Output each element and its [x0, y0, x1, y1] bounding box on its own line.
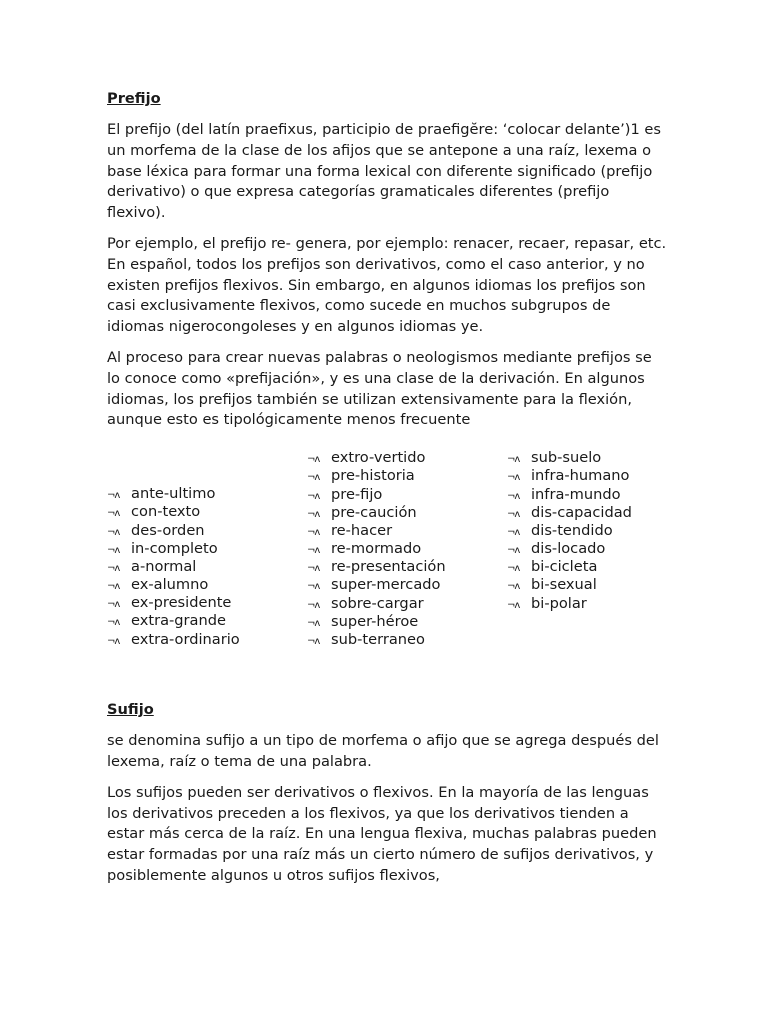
list-item: [507, 486, 632, 504]
list-item: [307, 558, 446, 576]
bullet-icon: ¬ʌ: [507, 490, 520, 502]
list-item-label: extra-grande: [131, 612, 226, 630]
bullet-icon: ¬ʌ: [507, 508, 520, 520]
bullet-icon: ¬ʌ: [507, 599, 520, 611]
list-item-label: super-héroe: [331, 612, 419, 630]
bullet-icon: ¬ʌ: [507, 581, 520, 593]
bullet-icon: ¬ʌ: [107, 599, 120, 611]
list-item-label: sobre-cargar: [331, 594, 424, 612]
list-item: [507, 522, 632, 540]
list-item-label: sub-suelo: [531, 449, 602, 467]
list-item: [107, 576, 240, 594]
list-item-label: sub-terraneo: [331, 631, 425, 649]
list-item: [307, 595, 446, 613]
list-item-label: re-presentación: [331, 558, 446, 576]
list-item-label: dis-capacidad: [531, 503, 632, 521]
list-item-label: ex-presidente: [131, 594, 232, 612]
bullet-icon: ¬ʌ: [507, 563, 520, 575]
list-item-label: bi-cicleta: [531, 558, 598, 576]
list-item-label: ex-alumno: [131, 576, 209, 594]
prefix-column-3: [507, 449, 632, 613]
list-item: [107, 558, 240, 576]
list-item: [107, 503, 240, 521]
bullet-icon: ¬ʌ: [307, 490, 320, 502]
sufijo-heading: Sufijo: [107, 701, 154, 719]
bullet-icon: ¬ʌ: [307, 599, 320, 611]
list-item: [107, 485, 240, 503]
bullet-icon: ¬ʌ: [307, 636, 320, 648]
list-item-label: extro-vertido: [331, 449, 426, 467]
list-item-label: des-orden: [131, 521, 205, 539]
list-item: [107, 631, 240, 649]
list-item: [307, 486, 446, 504]
bullet-icon: ¬ʌ: [107, 526, 120, 538]
list-item: [307, 576, 446, 594]
list-item: [507, 504, 632, 522]
list-item: [507, 540, 632, 558]
list-item-label: pre-fijo: [331, 485, 383, 503]
list-item: [507, 595, 632, 613]
list-item: [307, 449, 446, 467]
list-item: [307, 504, 446, 522]
prefijo-paragraph-1: El prefijo (del latín praefixus, participio de praefigĕre: ‘colocar delante’)1 es un morfema de la clase de los afijos que se antepone a una raíz, lexema o base léxica para formar una forma lexical con diferente significado (prefijo derivativo) o que expresa categorías gramaticales diferentes (prefijo flexivo).: [107, 121, 661, 222]
bullet-icon: ¬ʌ: [307, 563, 320, 575]
bullet-icon: ¬ʌ: [307, 526, 320, 538]
list-item-label: bi-polar: [531, 594, 587, 612]
bullet-icon: ¬ʌ: [107, 617, 120, 629]
list-item-label: infra-humano: [531, 467, 630, 485]
bullet-icon: ¬ʌ: [307, 617, 320, 629]
bullet-icon: ¬ʌ: [307, 508, 320, 520]
bullet-icon: ¬ʌ: [307, 472, 320, 484]
list-item: [507, 449, 632, 467]
list-item-label: bi-sexual: [531, 576, 597, 594]
list-item: [107, 612, 240, 630]
bullet-icon: ¬ʌ: [507, 545, 520, 557]
prefix-column-1: [107, 485, 240, 649]
list-item-label: dis-tendido: [531, 521, 613, 539]
bullet-icon: ¬ʌ: [307, 545, 320, 557]
list-item: [107, 522, 240, 540]
prefijo-paragraph-2: Por ejemplo, el prefijo re- genera, por ejemplo: renacer, recaer, repasar, etc. En español, todos los prefijos son derivativos, como el caso anterior, y no existen prefijos flexivos. Sin embargo, en algunos idiomas los prefijos son casi exclusivamente flexivos, como sucede en muchos subgrupos de idiomas nigerocongoleses y en algunos idiomas ye.: [107, 234, 667, 336]
list-item: [307, 613, 446, 631]
list-item: [307, 522, 446, 540]
document-page: [107, 88, 667, 897]
prefijo-heading: Prefijo: [107, 90, 161, 107]
bullet-icon: ¬ʌ: [507, 472, 520, 484]
list-item-label: re-mormado: [331, 540, 422, 558]
list-item-label: con-texto: [131, 503, 201, 521]
list-item: [307, 631, 446, 649]
bullet-icon: ¬ʌ: [507, 526, 520, 538]
list-item: [507, 576, 632, 594]
list-item-label: super-mercado: [331, 576, 441, 594]
list-item-label: a-normal: [131, 557, 197, 575]
sufijo-paragraph-2: Los sufijos pueden ser derivativos o flexivos. En la mayoría de las lenguas los derivativos preceden a los flexivos, ya que los derivativos tienden a estar más cerca de la raíz. En una lengua flexiva, muchas palabras pueden estar formadas por una raíz más un cierto número de sufijos derivativos, y posiblemente algunos u otros sufijos flexivos,: [107, 783, 657, 884]
bullet-icon: ¬ʌ: [107, 562, 120, 574]
bullet-icon: ¬ʌ: [507, 454, 520, 466]
prefix-column-2: [307, 449, 446, 649]
list-item: [107, 594, 240, 612]
list-item: [507, 467, 632, 485]
list-item-label: ante-ultimo: [131, 485, 216, 503]
list-item: [307, 540, 446, 558]
bullet-icon: ¬ʌ: [107, 508, 120, 520]
bullet-icon: ¬ʌ: [107, 635, 120, 647]
bullet-icon: ¬ʌ: [107, 544, 120, 556]
list-item-label: dis-locado: [531, 540, 606, 558]
prefix-examples-list: [107, 449, 667, 667]
list-item-label: re-hacer: [331, 521, 393, 539]
bullet-icon: ¬ʌ: [307, 581, 320, 593]
sufijo-paragraph-1: se denomina sufijo a un tipo de morfema o afijo que se agrega después del lexema, raíz o tema de una palabra.: [107, 732, 659, 770]
list-item: [507, 558, 632, 576]
bullet-icon: ¬ʌ: [307, 454, 320, 466]
list-item-label: pre-caución: [331, 503, 417, 521]
list-item: [307, 467, 446, 485]
list-item-label: extra-ordinario: [131, 630, 240, 648]
list-item-label: pre-historia: [331, 467, 415, 485]
prefijo-paragraph-3: Al proceso para crear nuevas palabras o neologismos mediante prefijos se lo conoce como «prefijación», y es una clase de la derivación. En algunos idiomas, los prefijos también se utilizan extensivamente para la flexión, aunque esto es tipológicamente menos frecuente: [107, 348, 652, 429]
bullet-icon: ¬ʌ: [107, 581, 120, 593]
list-item-label: in-completo: [131, 539, 218, 557]
bullet-icon: ¬ʌ: [107, 490, 120, 502]
list-item: [107, 540, 240, 558]
list-item-label: infra-mundo: [531, 485, 621, 503]
